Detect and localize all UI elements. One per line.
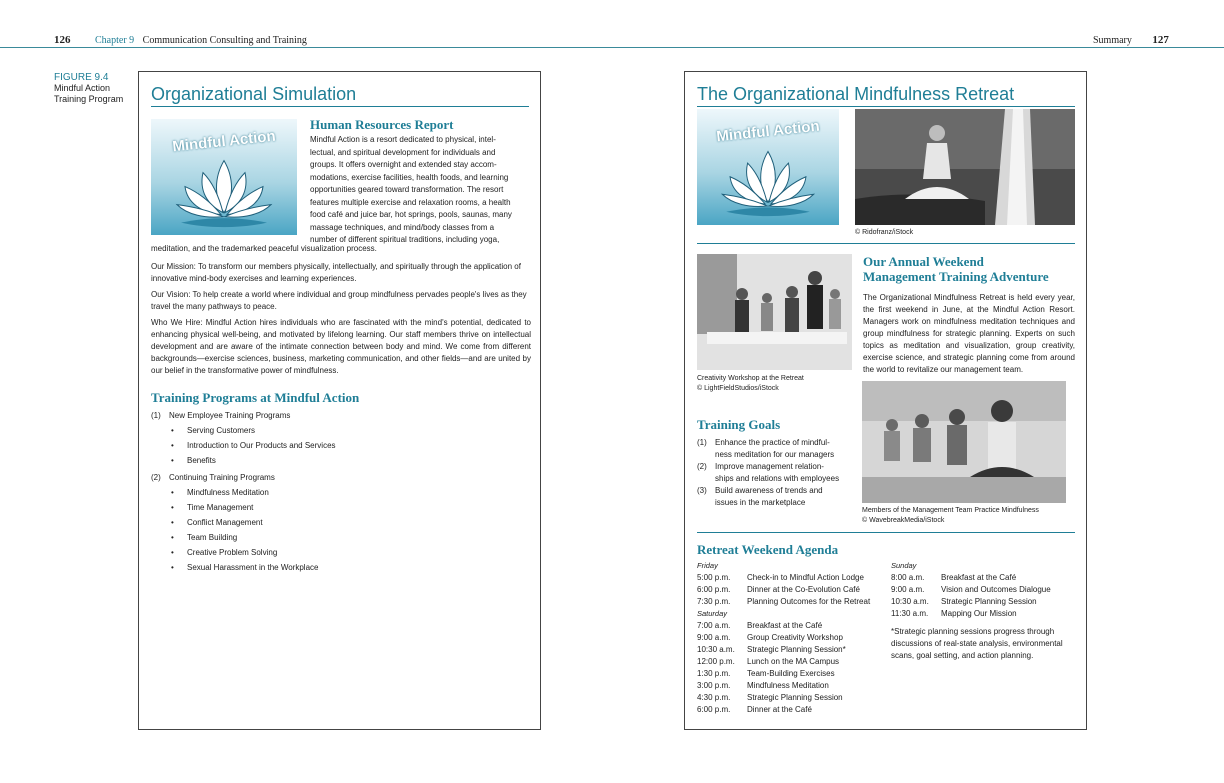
hr-line: features multiple exercise and relaxation rooms, a health [310, 197, 511, 207]
agenda-row [697, 584, 887, 596]
goal-number: (2) [697, 462, 707, 471]
team-mindfulness-photo [862, 381, 1066, 503]
photo3-credit: © WavebreakMedia/iStock [862, 517, 945, 524]
agenda-time: 5:00 p.m. [697, 573, 731, 582]
list-item: • Sexual Harassment in the Workplace [151, 560, 531, 575]
weekend-heading-line2: Management Training Adventure [863, 269, 1049, 284]
agenda-event: Check-in to Mindful Action Lodge [747, 573, 864, 582]
goal-item [697, 485, 857, 497]
agenda-time: 6:00 p.m. [697, 705, 731, 714]
goal-item-cont [697, 449, 857, 461]
goal-text: Build awareness of trends and [715, 486, 823, 495]
list-item: • Time Management [151, 500, 531, 515]
agenda-row [697, 620, 887, 632]
goal-text: issues in the marketplace [715, 498, 806, 507]
left-page-number: 126 [54, 34, 71, 46]
agenda-row [891, 596, 1077, 608]
saturday-label: Saturday [697, 609, 728, 618]
goal-text: ness meditation for our managers [715, 450, 835, 459]
agenda-time: 3:00 p.m. [697, 681, 731, 690]
sunday-label: Sunday [891, 561, 917, 570]
hr-line: opportunities geared toward transformation. The resort [310, 185, 504, 194]
chapter-label: Chapter 9 [95, 35, 135, 46]
agenda-time: 9:00 a.m. [891, 585, 925, 594]
figure-caption [54, 72, 134, 105]
agenda-event: Vision and Outcomes Dialogue [941, 585, 1051, 594]
agenda-time: 1:30 p.m. [697, 669, 731, 678]
mission-paragraph: Our Mission: To transform our members physically, intellectually, and spiritually through the application of innovative mind-body exercises and learning experiences. [151, 262, 521, 283]
agenda-event: Team-Building Exercises [747, 669, 835, 678]
list-item: • Team Building [151, 530, 531, 545]
agenda-right-column [891, 560, 1077, 662]
weekend-heading [863, 254, 1049, 284]
agenda-left-column [697, 560, 887, 716]
weekend-heading-line1: Our Annual Weekend [863, 254, 984, 269]
hr-line: groups. It offers overnight and extended stay accom- [310, 160, 497, 169]
agenda-time: 10:30 a.m. [891, 597, 929, 606]
agenda-row [891, 584, 1077, 596]
right-panel [684, 71, 1087, 730]
list-item: • Creative Problem Solving [151, 545, 531, 560]
agenda-event: Breakfast at the Café [747, 621, 823, 630]
agenda-row [697, 596, 887, 608]
goal-text: Improve management relation- [715, 462, 824, 471]
creativity-workshop-photo [697, 254, 852, 370]
hr-report-last-line: meditation, and the trademarked peaceful visualization process. [151, 244, 377, 253]
goal-number: (3) [697, 486, 707, 495]
agenda-time: 8:00 a.m. [891, 573, 925, 582]
agenda-event: Strategic Planning Session [747, 693, 843, 702]
goal-item-cont [697, 497, 857, 509]
list-item: • Serving Customers [151, 423, 531, 438]
goal-item [697, 461, 857, 473]
section-divider [697, 243, 1075, 244]
weekend-text: The Organizational Mindfulness Retreat is held every year, the first weekend in June, at the Mindful Action Resort. Managers work on mindfulness meditation techniques and group mindfulness for strategic planning. Experts on such topics as meditation and visualization, group creativity, exercise science, and strategic planning come from around the world to revitalize our management team. [863, 293, 1075, 374]
chapter-title: Communication Consulting and Training [142, 35, 307, 46]
logo-text: Mindful Action [715, 117, 821, 146]
hr-line: lectual, and spiritual development for individuals and [310, 147, 496, 157]
list-item: • Conflict Management [151, 515, 531, 530]
agenda-heading: Retreat Weekend Agenda [697, 542, 839, 557]
training-goals-heading: Training Goals [697, 417, 781, 432]
agenda-row [697, 668, 887, 680]
agenda-row [697, 692, 887, 704]
agenda-event: Group Creativity Workshop [747, 633, 843, 642]
training-programs-list [151, 408, 531, 575]
lotus-icon [697, 142, 839, 223]
goal-text: Enhance the practice of mindful- [715, 438, 830, 447]
hr-line: number of different spiritual traditions, including yoga, [310, 235, 500, 244]
agenda-row [697, 680, 887, 692]
program-number: (1) [151, 411, 161, 420]
hr-line: food café and juice bar, hot springs, pools, saunas, many [310, 210, 512, 219]
left-running-header [54, 34, 307, 46]
program-group [151, 408, 531, 423]
agenda-row [697, 656, 887, 668]
mindful-action-logo [697, 109, 839, 225]
right-page-number: 127 [1152, 34, 1169, 46]
list-item: • Introduction to Our Products and Services [151, 438, 531, 453]
hr-line: massage techniques, and mind/body classes from a [310, 222, 495, 232]
mindful-action-logo [151, 119, 297, 235]
hr-report-text [310, 134, 534, 247]
training-programs-heading: Training Programs at Mindful Action [151, 390, 360, 405]
photo3-caption: Members of the Management Team Practice Mindfulness [862, 507, 1039, 514]
left-panel [138, 71, 541, 730]
program-label: New Employee Training Programs [169, 411, 291, 420]
goal-item-cont [697, 473, 857, 485]
photo1-credit: © Ridofranz/iStock [855, 229, 914, 236]
agenda-row [697, 632, 887, 644]
agenda-event: Dinner at the Café [747, 705, 812, 714]
header-rule [0, 47, 1224, 48]
left-panel-title: Organizational Simulation [151, 84, 529, 107]
agenda-row [891, 572, 1077, 584]
goal-item [697, 437, 857, 449]
photo2-credit: © LightFieldStudios/iStock [697, 385, 779, 392]
agenda-event: Strategic Planning Session [941, 597, 1037, 606]
agenda-row [697, 572, 887, 584]
list-item: • Benefits [151, 453, 531, 468]
agenda-event: Lunch on the MA Campus [747, 657, 840, 666]
agenda-row [891, 608, 1077, 620]
goal-text: ships and relations with employees [715, 474, 840, 483]
hr-report-heading: Human Resources Report [310, 117, 454, 132]
photo2-caption: Creativity Workshop at the Retreat [697, 375, 804, 382]
agenda-event: Strategic Planning Session* [747, 645, 846, 654]
agenda-event: Planning Outcomes for the Retreat [747, 597, 871, 606]
agenda-time: 7:00 a.m. [697, 621, 731, 630]
agenda-time: 7:30 p.m. [697, 597, 731, 606]
right-running-header [1093, 34, 1169, 46]
program-number: (2) [151, 473, 161, 482]
list-item: • Mindfulness Meditation [151, 485, 531, 500]
lotus-icon [151, 152, 297, 233]
agenda-event: Mindfulness Meditation [747, 681, 829, 690]
agenda-time: 11:30 a.m. [891, 609, 929, 618]
agenda-event: Dinner at the Co-Evolution Café [747, 585, 860, 594]
agenda-row [697, 644, 887, 656]
program-label: Continuing Training Programs [169, 473, 275, 482]
agenda-event: Mapping Our Mission [941, 609, 1017, 618]
goal-number: (1) [697, 438, 707, 447]
logo-text: Mindful Action [171, 127, 277, 156]
agenda-time: 9:00 a.m. [697, 633, 731, 642]
hr-line: Mindful Action is a resort dedicated to physical, intel- [310, 135, 496, 144]
agenda-time: 4:30 p.m. [697, 693, 731, 702]
agenda-time: 6:00 p.m. [697, 585, 731, 594]
agenda-event: Breakfast at the Café [941, 573, 1017, 582]
right-panel-title: The Organizational Mindfulness Retreat [697, 84, 1075, 107]
training-goals-list [697, 437, 857, 509]
hr-line: modations, exercise facilities, health foods, and learning [310, 172, 509, 182]
friday-label: Friday [697, 561, 718, 570]
agenda-footnote: *Strategic planning sessions progress through discussions of real-state analysis, environmental scans, goal setting, and action planning. [891, 627, 1063, 660]
section-label: Summary [1093, 35, 1132, 46]
figure-number: FIGURE 9.4 [54, 72, 109, 83]
who-we-hire-paragraph: Who We Hire: Mindful Action hires individuals who are fascinated with the mind's potential, dedicated to enhancing physical well-being, and motivated by lifelong learning. Our staff members thrive on intellectual development and are aware of the intimate connection between body and mind. We come from different backgrounds—exercise sciences, business, marketing communication, and other fields—and are united by our belief in the transformative power of mindfulness. [151, 318, 531, 375]
vision-paragraph: Our Vision: To help create a world where individual and group mindfulness pervades people's lives as they travel the many pathways to peace. [151, 290, 527, 311]
agenda-time: 12:00 p.m. [697, 657, 735, 666]
meditation-waterfall-photo [855, 109, 1075, 225]
mission-text [151, 261, 531, 381]
figure-caption-line2: Training Program [54, 94, 124, 104]
program-group [151, 470, 531, 485]
figure-caption-line1: Mindful Action [54, 83, 111, 93]
agenda-row [697, 704, 887, 716]
section-divider [697, 532, 1075, 533]
agenda-time: 10:30 a.m. [697, 645, 735, 654]
